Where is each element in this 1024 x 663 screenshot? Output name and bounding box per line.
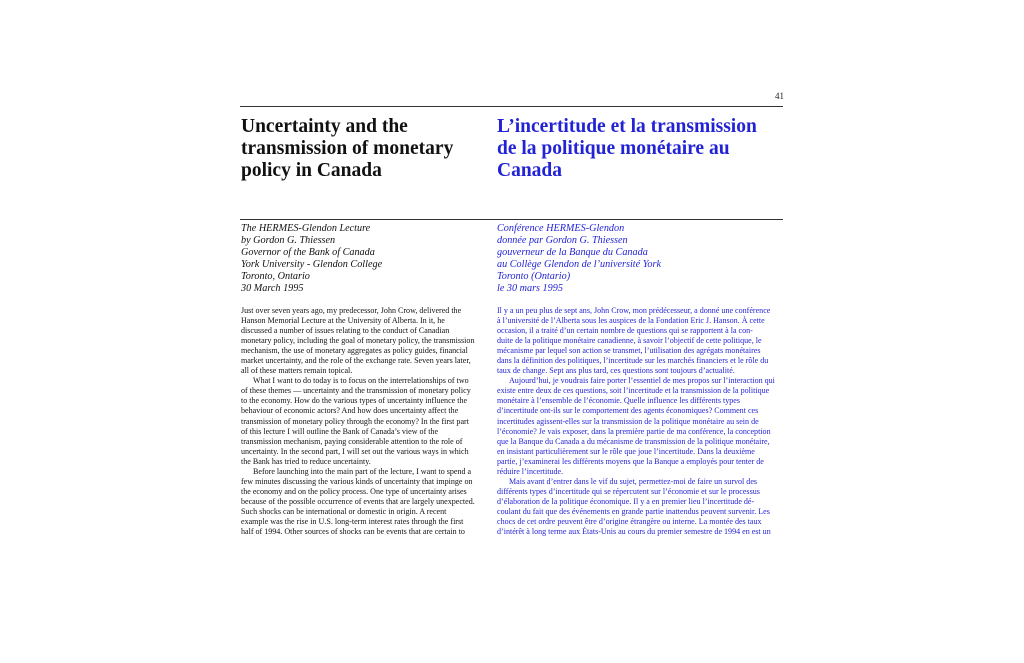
body-line: Il y a un peu plus de sept ans, John Crow, mon prédécesseur, a donné une conférence xyxy=(497,306,771,315)
top-rule xyxy=(240,106,783,107)
body-line: uncertainty. In the second part, I will set out the various ways in which xyxy=(241,446,469,456)
body-line: existe entre deux de ces questions, soit l’incertitude et la transmission de la politique xyxy=(497,386,770,396)
body-line: all of these matters remain topical. xyxy=(241,366,353,376)
body-line: to the economy. How do the various types of uncertainty influence the xyxy=(241,396,468,406)
byline-line: The HERMES-Glendon Lecture xyxy=(241,223,371,234)
body-line: en insistant particulièrement sur le rôle que joue l’incertitude. Dans la deuxième xyxy=(497,446,755,456)
body-line: d’intérêt à long terme aux États-Unis au cours du premier semestre de 1994 en est un xyxy=(497,527,771,537)
body-line: half of 1994. Other sources of shocks can be events that are certain to xyxy=(241,527,465,537)
french-title: L’incertitude et la transmission de la politique monétaire au Canada xyxy=(497,116,757,181)
body-line: of these themes — uncertainty and the transmission of monetary policy xyxy=(241,386,471,396)
body-line: transmission of monetary policy through the economy? In the first part xyxy=(241,416,469,426)
body-line: example was the rise in U.S. long-term interest rates through the first xyxy=(241,516,464,526)
body-line: few minutes discussing the various kinds of uncertainty that impinge on xyxy=(241,476,473,486)
body-line: What I want to do today is to focus on the interrelationships of two xyxy=(253,376,469,386)
body-line: dans la définition des politiques, l’incertitude sur les marchés financiers et le rôle du xyxy=(497,356,769,366)
body-line: Mais avant d’entrer dans le vif du sujet, permettez-moi de faire un survol des xyxy=(509,476,758,486)
english-byline xyxy=(241,223,382,296)
byline-line: au Collège Glendon de l’université York xyxy=(497,259,662,271)
byline-line: York University - Glendon College xyxy=(241,259,383,271)
body-line: occasion, il a traité d’un certain nombre de questions qui se rapportent à la con- xyxy=(497,326,753,336)
middle-rule xyxy=(240,219,783,220)
body-line: réduire l’incertitude. xyxy=(497,466,564,476)
byline-line: by Gordon G. Thiessen xyxy=(241,235,336,247)
body-line: monétaire à l’ensemble de l’économie. Quelle influence les différents types xyxy=(497,396,740,406)
byline-line: 30 March 1995 xyxy=(241,283,304,295)
body-line: market uncertainty, and the role of the exchange rate. Seven years later, xyxy=(241,356,471,366)
body-line: of this lecture I will outline the Bank of Canada’s view of the xyxy=(241,426,439,436)
body-line: Hanson Memorial Lecture at the University of Alberta. In it, he xyxy=(241,316,445,326)
page-number: 41 xyxy=(775,91,784,101)
english-body-text xyxy=(241,306,483,537)
byline-line: Toronto, Ontario xyxy=(241,271,310,283)
body-line: chocs de cet ordre peuvent être d’origine étrangère ou interne. La montée des taux xyxy=(497,516,762,526)
body-line: transmission mechanism, paying considerable attention to the role of xyxy=(241,436,463,446)
byline-line: Conférence HERMES-Glendon xyxy=(497,223,625,234)
body-line: coulant du fait que des événements en grande partie inattendus peuvent survenir. Les xyxy=(497,506,770,516)
french-body-text xyxy=(497,306,786,537)
byline-line: Governor of the Bank of Canada xyxy=(241,247,375,259)
body-line: partie, j’examinerai les différents moyens que la Banque a employés pour tenter de xyxy=(497,456,764,466)
body-line: the economy and on the policy process. One type of uncertainty arises xyxy=(241,486,467,496)
french-byline xyxy=(497,223,661,296)
byline-line: le 30 mars 1995 xyxy=(497,283,563,295)
english-title: Uncertainty and the transmission of monetary policy in Canada xyxy=(241,116,454,181)
body-line: the Bank has tried to reduce uncertainty. xyxy=(241,456,371,466)
body-line: mécanisme par lequel son action se transmet, l’utilisation des agrégats monétaires xyxy=(497,346,761,356)
body-line: incertitudes agissent-elles sur la transmission de la politique monétaire au sein de xyxy=(497,416,759,426)
body-line: duite de la politique monétaire canadienne, à savoir l’objectif de cette politique, le xyxy=(497,336,762,346)
body-line: taux de change. Sept ans plus tard, ces questions sont toujours d’actualité. xyxy=(497,366,735,376)
body-line: Aujourd’hui, je voudrais faire porter l’essentiel de mes propos sur l’interaction qui xyxy=(509,376,775,386)
body-line: Before launching into the main part of the lecture, I want to spend a xyxy=(253,466,472,476)
byline-line: donnée par Gordon G. Thiessen xyxy=(497,235,628,247)
body-line: à l’université de l’Alberta sous les auspices de la Fondation Eric J. Hanson. À cette xyxy=(497,316,765,326)
body-line: différents types d’incertitude qui se répercutent sur l’économie et sur le processus xyxy=(497,486,760,496)
body-line: que la Banque du Canada a du mécanisme de transmission de la politique monétaire, xyxy=(497,436,770,446)
body-line: mechanism, the use of monetary aggregates as policy guides, financial xyxy=(241,346,468,356)
body-line: Such shocks can be international or domestic in origin. A recent xyxy=(241,506,447,516)
body-line: behaviour of economic actors? And how does uncertainty affect the xyxy=(241,406,459,416)
byline-line: gouverneur de la Banque du Canada xyxy=(497,247,648,259)
body-line: because of the possible occurrence of events that are largely unexpected. xyxy=(241,496,475,506)
body-line: d’élaboration de la politique économique. Il y a en premier lieu l’incertitude dé- xyxy=(497,496,755,506)
body-line: d’incertitude ont-ils sur le comportement des agents économiques? Comment ces xyxy=(497,406,759,416)
body-line: Just over seven years ago, my predecessor, John Crow, delivered the xyxy=(241,306,462,315)
body-line: discussed a number of issues relating to the conduct of Canadian xyxy=(241,326,450,336)
body-line: monetary policy, including the goal of monetary policy, the transmission xyxy=(241,336,475,346)
byline-line: Toronto (Ontario) xyxy=(497,271,571,283)
body-line: l’économie? Je vais exposer, dans la première partie de ma conférence, la conception xyxy=(497,426,771,436)
